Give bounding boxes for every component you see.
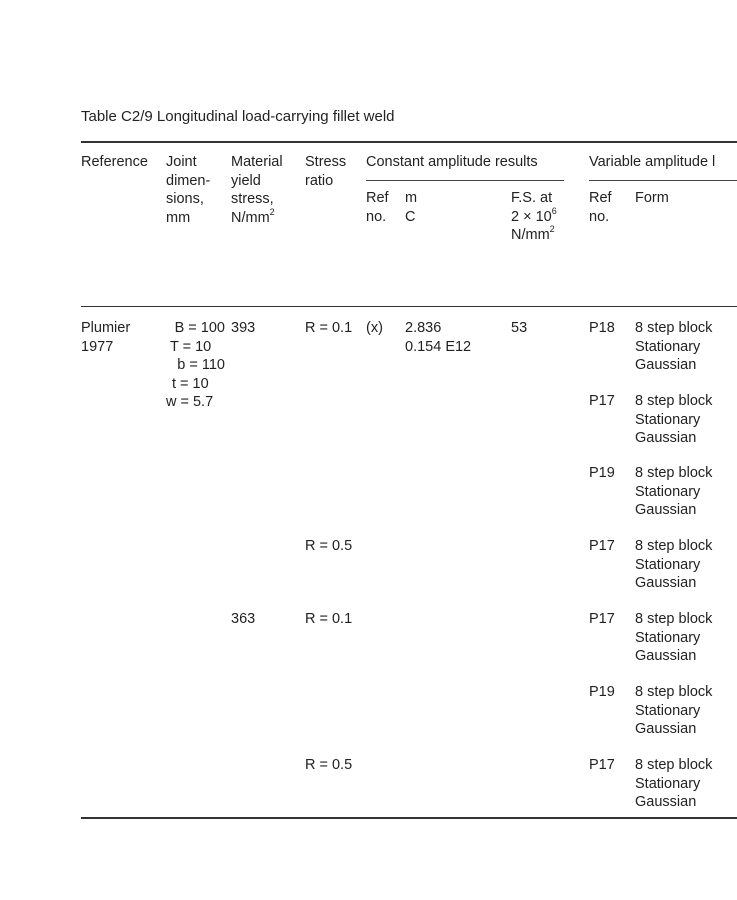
constant-group-rule [366,180,564,181]
bottom-rule [81,817,737,819]
variable-group-rule [589,180,737,181]
header-material: Material yield stress, $N/mm^2$ [231,154,283,226]
header-reference: Reference [81,154,148,170]
cell-material-363: 363 [231,611,256,627]
cell-material-393: 393 [231,320,256,336]
header-var-ref-no: Ref no. [589,190,612,225]
cell-joint-dimensions: B = 100 T = 10 b = 110 t = 10 w = 5.7 [166,320,225,410]
cell-stress-3: R = 0.1 [305,611,353,627]
cell-stress-1: R = 0.1 [305,320,353,336]
header-ref-no: Ref no. [366,190,389,225]
header-form: Form [635,190,669,206]
header-bottom-rule [81,306,737,307]
cell-const-ref: (x) [366,320,383,336]
header-constant-group: Constant amplitude results [366,154,538,170]
table-caption: Table C2/9 Longitudinal load-carrying fillet weld [81,108,395,125]
cell-stress-2: R = 0.5 [305,538,353,554]
header-fs: F.S. at $2 \times 10^6$ $N/mm^2$ [511,190,557,243]
header-m-c: m C [405,190,418,225]
cell-m-c: 2.836 0.154 E12 [405,320,472,355]
header-variable-group: Variable amplitude l [589,154,716,170]
header-stress-ratio: Stress ratio [305,154,347,189]
top-rule [81,141,737,143]
cell-stress-4: R = 0.5 [305,757,353,773]
cell-reference: Plumier 1977 [81,320,131,355]
header-joint: Joint dimen- sions, mm [166,154,211,226]
cell-fs: 53 [511,320,528,336]
